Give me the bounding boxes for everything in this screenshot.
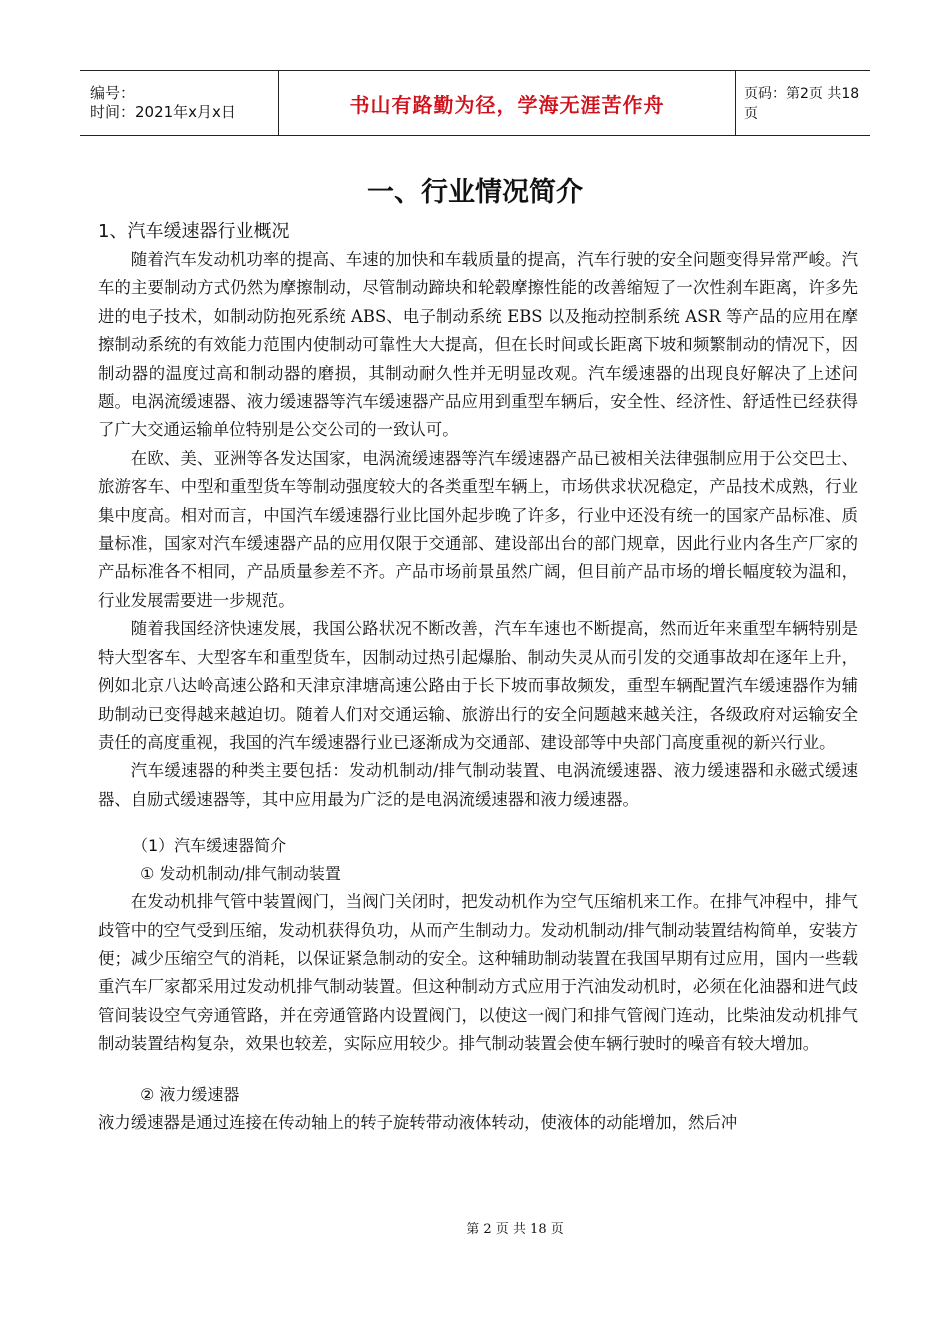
header-info <box>80 71 278 135</box>
paragraph: 随着我国经济快速发展，我国公路状况不断改善，汽车车速也不断提高，然而近年来重型车辆特别是特大型客车、大型客车和重型货车，因制动过热引起爆胎、制动失灵从而引发的交通事故却在逐年上升，例如北京八达岭高速公路和天津京津塘高速公路由于长下坡而事故频发，重型车辆配置汽车缓速器作为辅助制动已变得越来越迫切。随着人们对交通运输、旅游出行的安全问题越来越关注，各级政府对运输安全责任的高度重视，我国的汽车缓速器行业已逐渐成为交通部、建设部等中央部门高度重视的新兴行业。 <box>98 619 858 752</box>
paragraph: 在欧、美、亚洲等各发达国家，电涡流缓速器等汽车缓速器产品已被相关法律强制应用于公交巴士、旅游客车、中型和重型货车等制动强度较大的各类重型车辆上，市场供求状况稳定，产品技术成熟，行业集中度高。相对而言，中国汽车缓速器行业比国外起步晚了许多，行业中还没有统一的国家产品标准、质量标准，国家对汽车缓速器产品的应用仅限于交通部、建设部出台的部门规章，因此行业内各生产厂家的产品标准各不相同，产品质量参差不齐。产品市场前景虽然广阔，但目前产品市场的增长幅度较为温和，行业发展需要进一步规范。 <box>98 448 858 610</box>
page-footer: 第 2 页 共 18 页 <box>466 1222 564 1237</box>
paragraph: 在发动机排气管中装置阀门，当阀门关闭时，把发动机作为空气压缩机来工作。在排气冲程中，排气歧管中的空气受到压缩，发动机获得负功，从而产生制动力。发动机制动/排气制动装置结构简单，安装方便；减少压缩空气的消耗，以保证紧急制动的安全。这种辅助制动装置在我国早期有过应用，国内一些载重汽车厂家都采用过发动机排气制动装置。但这种制动方式应用于汽油发动机时，必须在化油器和进气歧管间装设空气旁通管路，并在旁通管路内设置阀门，以使这一阀门和排气管阀门连动，比柴油发动机排气制动装置结构复杂，效果也较差，实际应用较少。排气制动装置会使车辆行驶时的噪音有较大增加。 <box>98 892 858 1054</box>
item-heading: ② 液力缓速器 <box>140 1084 240 1104</box>
subsection-heading: （1）汽车缓速器简介 <box>132 836 287 856</box>
header-motto-cell <box>278 71 736 135</box>
page-number-label: 页码：第2页 共18页 <box>744 86 860 122</box>
number-label: 编号： <box>90 84 136 102</box>
document-body <box>98 218 858 1137</box>
paragraph: 汽车缓速器的种类主要包括：发动机制动/排气制动装置、电涡流缓速器、液力缓速器和永磁式缓速器、自励式缓速器等，其中应用最为广泛的是电涡流缓速器和液力缓速器。 <box>98 761 858 809</box>
item-heading: ① 发动机制动/排气制动装置 <box>140 864 341 884</box>
section-heading: 1、汽车缓速器行业概况 <box>98 221 290 242</box>
date-label: 时间：2021年x月x日 <box>90 103 236 121</box>
paragraph: 液力缓速器是通过连接在传动轴上的转子旋转带动液体转动，使液体的动能增加，然后冲 <box>98 1112 738 1132</box>
page-header <box>80 70 870 136</box>
paragraph: 随着汽车发动机功率的提高、车速的加快和车载质量的提高，汽车行驶的安全问题变得异常严峻。汽车的主要制动方式仍然为摩擦制动，尽管制动蹄块和轮毂摩擦性能的改善缩短了一次性刹车距离，许多先进的电子技术，如制动防抱死系统 ABS、电子制动系统 EBS 以及拖动控制系统 ASR 等产品的应用在摩擦制动系统的有效能力范围内使制动可靠性大大提高，但在长时间或长距离下坡和频繁制动的情况下，因制动器的温度过高和制动器的磨损，其制动耐久性并无明显改观。汽车缓速器的出现良好解决了上述问题。电涡流缓速器、液力缓速器等汽车缓速器产品应用到重型车辆后，安全性、经济性、舒适性已经获得了广大交通运输单位特别是公交公司的一致认可。 <box>98 250 858 440</box>
motto-text: 书山有路勤为径，学海无涯苦作舟 <box>349 92 665 117</box>
page-title: 一、行业情况简介 <box>367 177 583 208</box>
